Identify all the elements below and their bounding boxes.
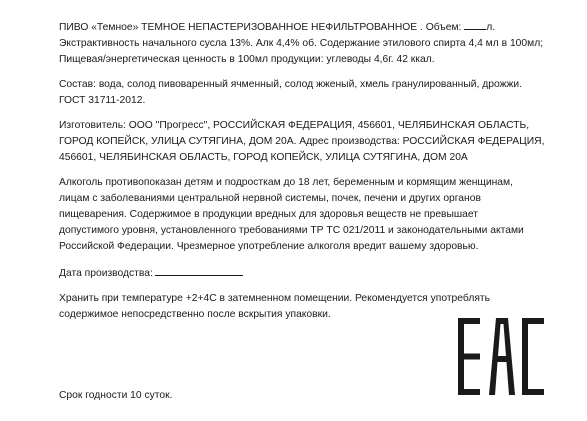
warning-block — [59, 175, 577, 255]
volume-unit: л. — [486, 22, 496, 33]
warning-line-5: Российской Федерации. Чрезмерное употребление алкоголя вредит вашему здоровью. — [59, 241, 479, 252]
product-title-line — [59, 19, 577, 36]
nutrition-line: Пищевая/энергетическая ценность в 100мл продукции: углеводы 4,6г. 42 ккал. — [59, 54, 435, 65]
storage-line-1: Хранить при температуре +2+4С в затемненном помещении. Рекомендуется употреблять — [59, 293, 490, 304]
product-title-text: ПИВО «Темное» ТЕМНОЕ НЕПАСТЕРИЗОВАННОЕ НЕФИЛЬТРОВАННОЕ . Объем: — [59, 22, 465, 33]
eac-mark-icon — [458, 318, 544, 395]
extract-line: Экстрактивность начального сусла 13%. Алк 4,4% об. Содержание этилового спирта 4,4 мл в 100мл; — [59, 38, 544, 49]
warning-line-2: лицам с заболеваниями центральной нервной системы, почек, печени и других органов — [59, 193, 481, 204]
product-info-block — [59, 19, 577, 68]
storage-line-2: содержимое непосредственно после вскрытия упаковки. — [59, 309, 331, 320]
warning-line-3: пищеварения. Содержимое в продукции вредных для здоровья веществ не превышает — [59, 209, 478, 220]
manufacturer-block — [59, 118, 577, 166]
production-date-block — [59, 264, 577, 282]
warning-line-4: допустимого уровня, установленного требованиями ТР ТС 021/2011 и законодательными актами — [59, 225, 524, 236]
warning-line-1: Алкоголь противопоказан детям и подросткам до 18 лет, беременным и кормящим женщинам, — [59, 177, 513, 188]
composition-block — [59, 77, 577, 109]
volume-blank — [464, 19, 486, 30]
production-date-label: Дата производства: — [59, 268, 153, 279]
manufacturer-line-1: Изготовитель: ООО "Прогресс", РОССИЙСКАЯ ФЕДЕРАЦИЯ, 456601, ЧЕЛЯБИНСКАЯ ОБЛАСТЬ, — [59, 120, 530, 131]
composition-line: Состав: вода, солод пивоваренный ячменный, солод жженый, хмель гранулированный, дрожжи. — [59, 79, 522, 90]
production-date-line — [59, 264, 577, 282]
manufacturer-line-2: ГОРОД КОПЕЙСК, УЛИЦА СУТЯГИНА, ДОМ 20А. Адрес производства: РОССИЙСКАЯ ФЕДЕРАЦИЯ, — [59, 136, 545, 147]
production-date-blank — [155, 264, 243, 276]
gost-line: ГОСТ 31711-2012. — [59, 95, 146, 106]
manufacturer-line-3: 456601, ЧЕЛЯБИНСКАЯ ОБЛАСТЬ, ГОРОД КОПЕЙСК, УЛИЦА СУТЯГИНА, ДОМ 20А — [59, 152, 468, 163]
shelf-life: Срок годности 10 суток. — [59, 390, 173, 401]
